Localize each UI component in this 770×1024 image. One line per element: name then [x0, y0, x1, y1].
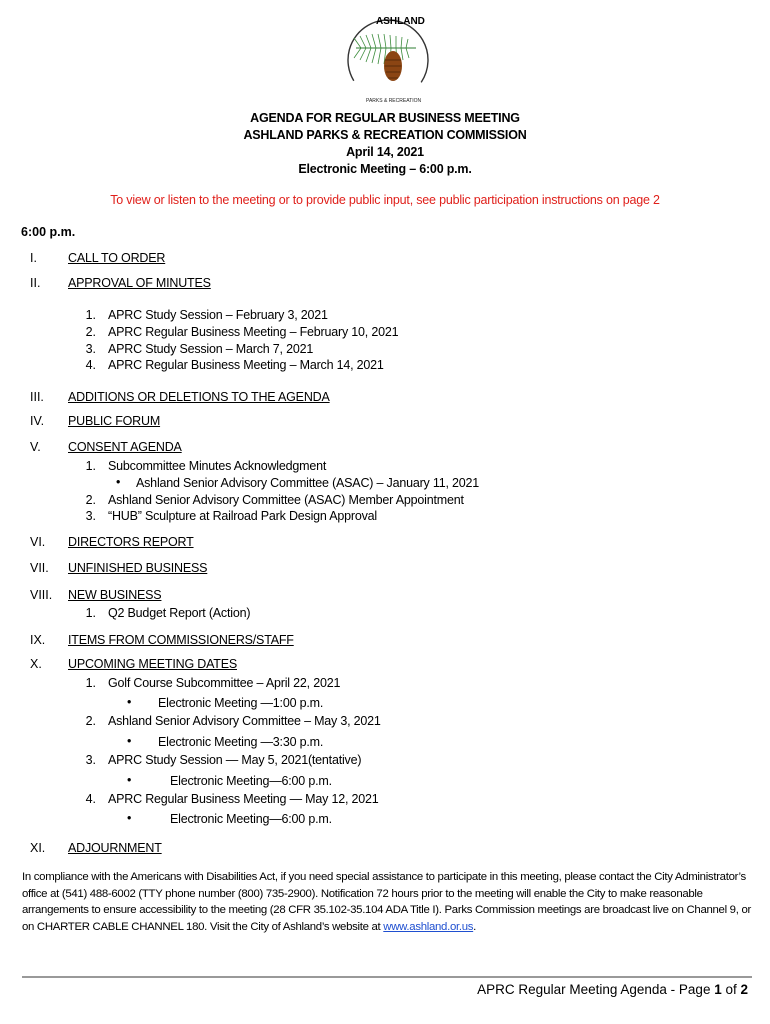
consent-item: Subcommittee Minutes Acknowledgment: [108, 459, 327, 473]
item-number: IV.: [30, 414, 45, 428]
sub-number: 2.: [85, 325, 96, 339]
item-number: V.: [30, 440, 41, 454]
item-number: XI.: [30, 841, 46, 855]
sub-number: 4.: [85, 358, 96, 372]
item-number: VI.: [30, 535, 46, 549]
sub-number: 2.: [85, 493, 96, 507]
meeting-date-item: APRC Regular Business Meeting — May 12, 2021: [108, 792, 379, 806]
agenda-item-upcoming-meetings: UPCOMING MEETING DATES: [68, 657, 237, 671]
consent-subitem: Ashland Senior Advisory Committee (ASAC) – January 11, 2021: [136, 476, 480, 490]
logo-word: ASHLAND: [376, 16, 425, 27]
agenda-item-public-forum: PUBLIC FORUM: [68, 414, 161, 428]
sub-number: 1.: [85, 459, 96, 473]
agenda-item-consent-agenda: CONSENT AGENDA: [68, 440, 182, 454]
logo-subtitle: PARKS & RECREATION: [366, 98, 422, 104]
item-number: II.: [30, 276, 41, 290]
ada-compliance-notice: [22, 869, 752, 935]
item-number: III.: [30, 390, 44, 404]
sub-number: 1.: [85, 606, 96, 620]
meeting-date-item: Ashland Senior Advisory Committee – May 3, 2021: [108, 714, 381, 728]
minutes-item: APRC Regular Business Meeting – March 14, 2021: [108, 358, 384, 372]
bullet: •: [127, 811, 132, 825]
item-number: IX.: [30, 633, 46, 647]
item-number: I.: [30, 251, 37, 265]
bullet: •: [116, 475, 121, 489]
footer-of: of: [721, 982, 741, 997]
page-footer: [477, 982, 748, 997]
agenda-item-directors-report: DIRECTORS REPORT: [68, 535, 194, 549]
meeting-date-item: Golf Course Subcommittee – April 22, 2021: [108, 676, 341, 690]
current-page: 1: [714, 982, 722, 997]
consent-item: “HUB” Sculpture at Railroad Park Design Approval: [108, 509, 377, 523]
sub-number: 3.: [85, 342, 96, 356]
minutes-item: APRC Study Session – March 7, 2021: [108, 342, 314, 356]
agenda-header: [0, 110, 770, 178]
minutes-item: APRC Study Session – February 3, 2021: [108, 308, 328, 322]
consent-item: Ashland Senior Advisory Committee (ASAC) Member Appointment: [108, 493, 464, 507]
item-number: VII.: [30, 561, 49, 575]
item-number: VIII.: [30, 588, 53, 602]
footer-prefix: APRC Regular Meeting Agenda - Page: [477, 982, 715, 997]
agenda-item-adjournment: ADJOURNMENT: [68, 841, 162, 855]
agenda-item-unfinished-business: UNFINISHED BUSINESS: [68, 561, 208, 575]
compliance-text: In compliance with the Americans with Disabilities Act, if you need special assistance to participate in this meeting, please contact the City Administrator’s office at (541) 488-6002 (TTY phone number (800) 735-2900). Notification 72 hours prior to the meeting will enable the City to make reasonable arrangements to ensure accessibility to the meeting (28 CFR 35.102-35.104 ADA Title I). Parks Commission meetings are broadcast live on Channel 9, or on CHARTER CABLE CHANNEL 180. Visit the City of Ashland’s website at: [22, 871, 751, 933]
agenda-item-call-to-order: CALL TO ORDER: [68, 251, 166, 265]
footer-divider: [22, 976, 752, 978]
participation-notice: To view or listen to the meeting or to provide public input, see public participation instructions on page 2: [110, 193, 660, 207]
meeting-detail: Electronic Meeting —3:30 p.m.: [158, 735, 324, 749]
meeting-date-item: APRC Study Session — May 5, 2021(tentative): [108, 753, 362, 767]
meeting-date: April 14, 2021: [346, 145, 424, 159]
sub-number: 3.: [85, 753, 96, 767]
agenda-title: AGENDA FOR REGULAR BUSINESS MEETING: [250, 111, 520, 125]
meeting-detail: Electronic Meeting—6:00 p.m.: [170, 774, 332, 788]
bullet: •: [127, 773, 132, 787]
city-website-link[interactable]: www.ashland.or.us: [383, 920, 474, 933]
total-pages: 2: [740, 982, 748, 997]
pine-cone-icon: [384, 51, 402, 81]
sub-number: 3.: [85, 509, 96, 523]
agenda-item-new-business: NEW BUSINESS: [68, 588, 162, 602]
sub-number: 1.: [85, 676, 96, 690]
sub-number: 4.: [85, 792, 96, 806]
agenda-item-commissioners-staff: ITEMS FROM COMMISSIONERS/STAFF: [68, 633, 294, 647]
meeting-detail: Electronic Meeting—6:00 p.m.: [170, 812, 332, 826]
sub-number: 1.: [85, 308, 96, 322]
agenda-item-additions-deletions: ADDITIONS OR DELETIONS TO THE AGENDA: [68, 390, 330, 404]
agenda-item-approval-of-minutes: APPROVAL OF MINUTES: [68, 276, 211, 290]
item-number: X.: [30, 657, 42, 671]
bullet: •: [127, 734, 132, 748]
start-time: 6:00 p.m.: [21, 225, 76, 239]
sub-number: 2.: [85, 714, 96, 728]
meeting-type-time: Electronic Meeting – 6:00 p.m.: [298, 162, 472, 176]
bullet: •: [127, 695, 132, 709]
meeting-detail: Electronic Meeting —1:00 p.m.: [158, 696, 324, 710]
ashland-parks-logo: [336, 8, 440, 112]
compliance-end: .: [473, 920, 477, 933]
commission-name: ASHLAND PARKS & RECREATION COMMISSION: [243, 128, 527, 142]
minutes-item: APRC Regular Business Meeting – February 10, 2021: [108, 325, 399, 339]
new-business-item: Q2 Budget Report (Action): [108, 606, 251, 620]
